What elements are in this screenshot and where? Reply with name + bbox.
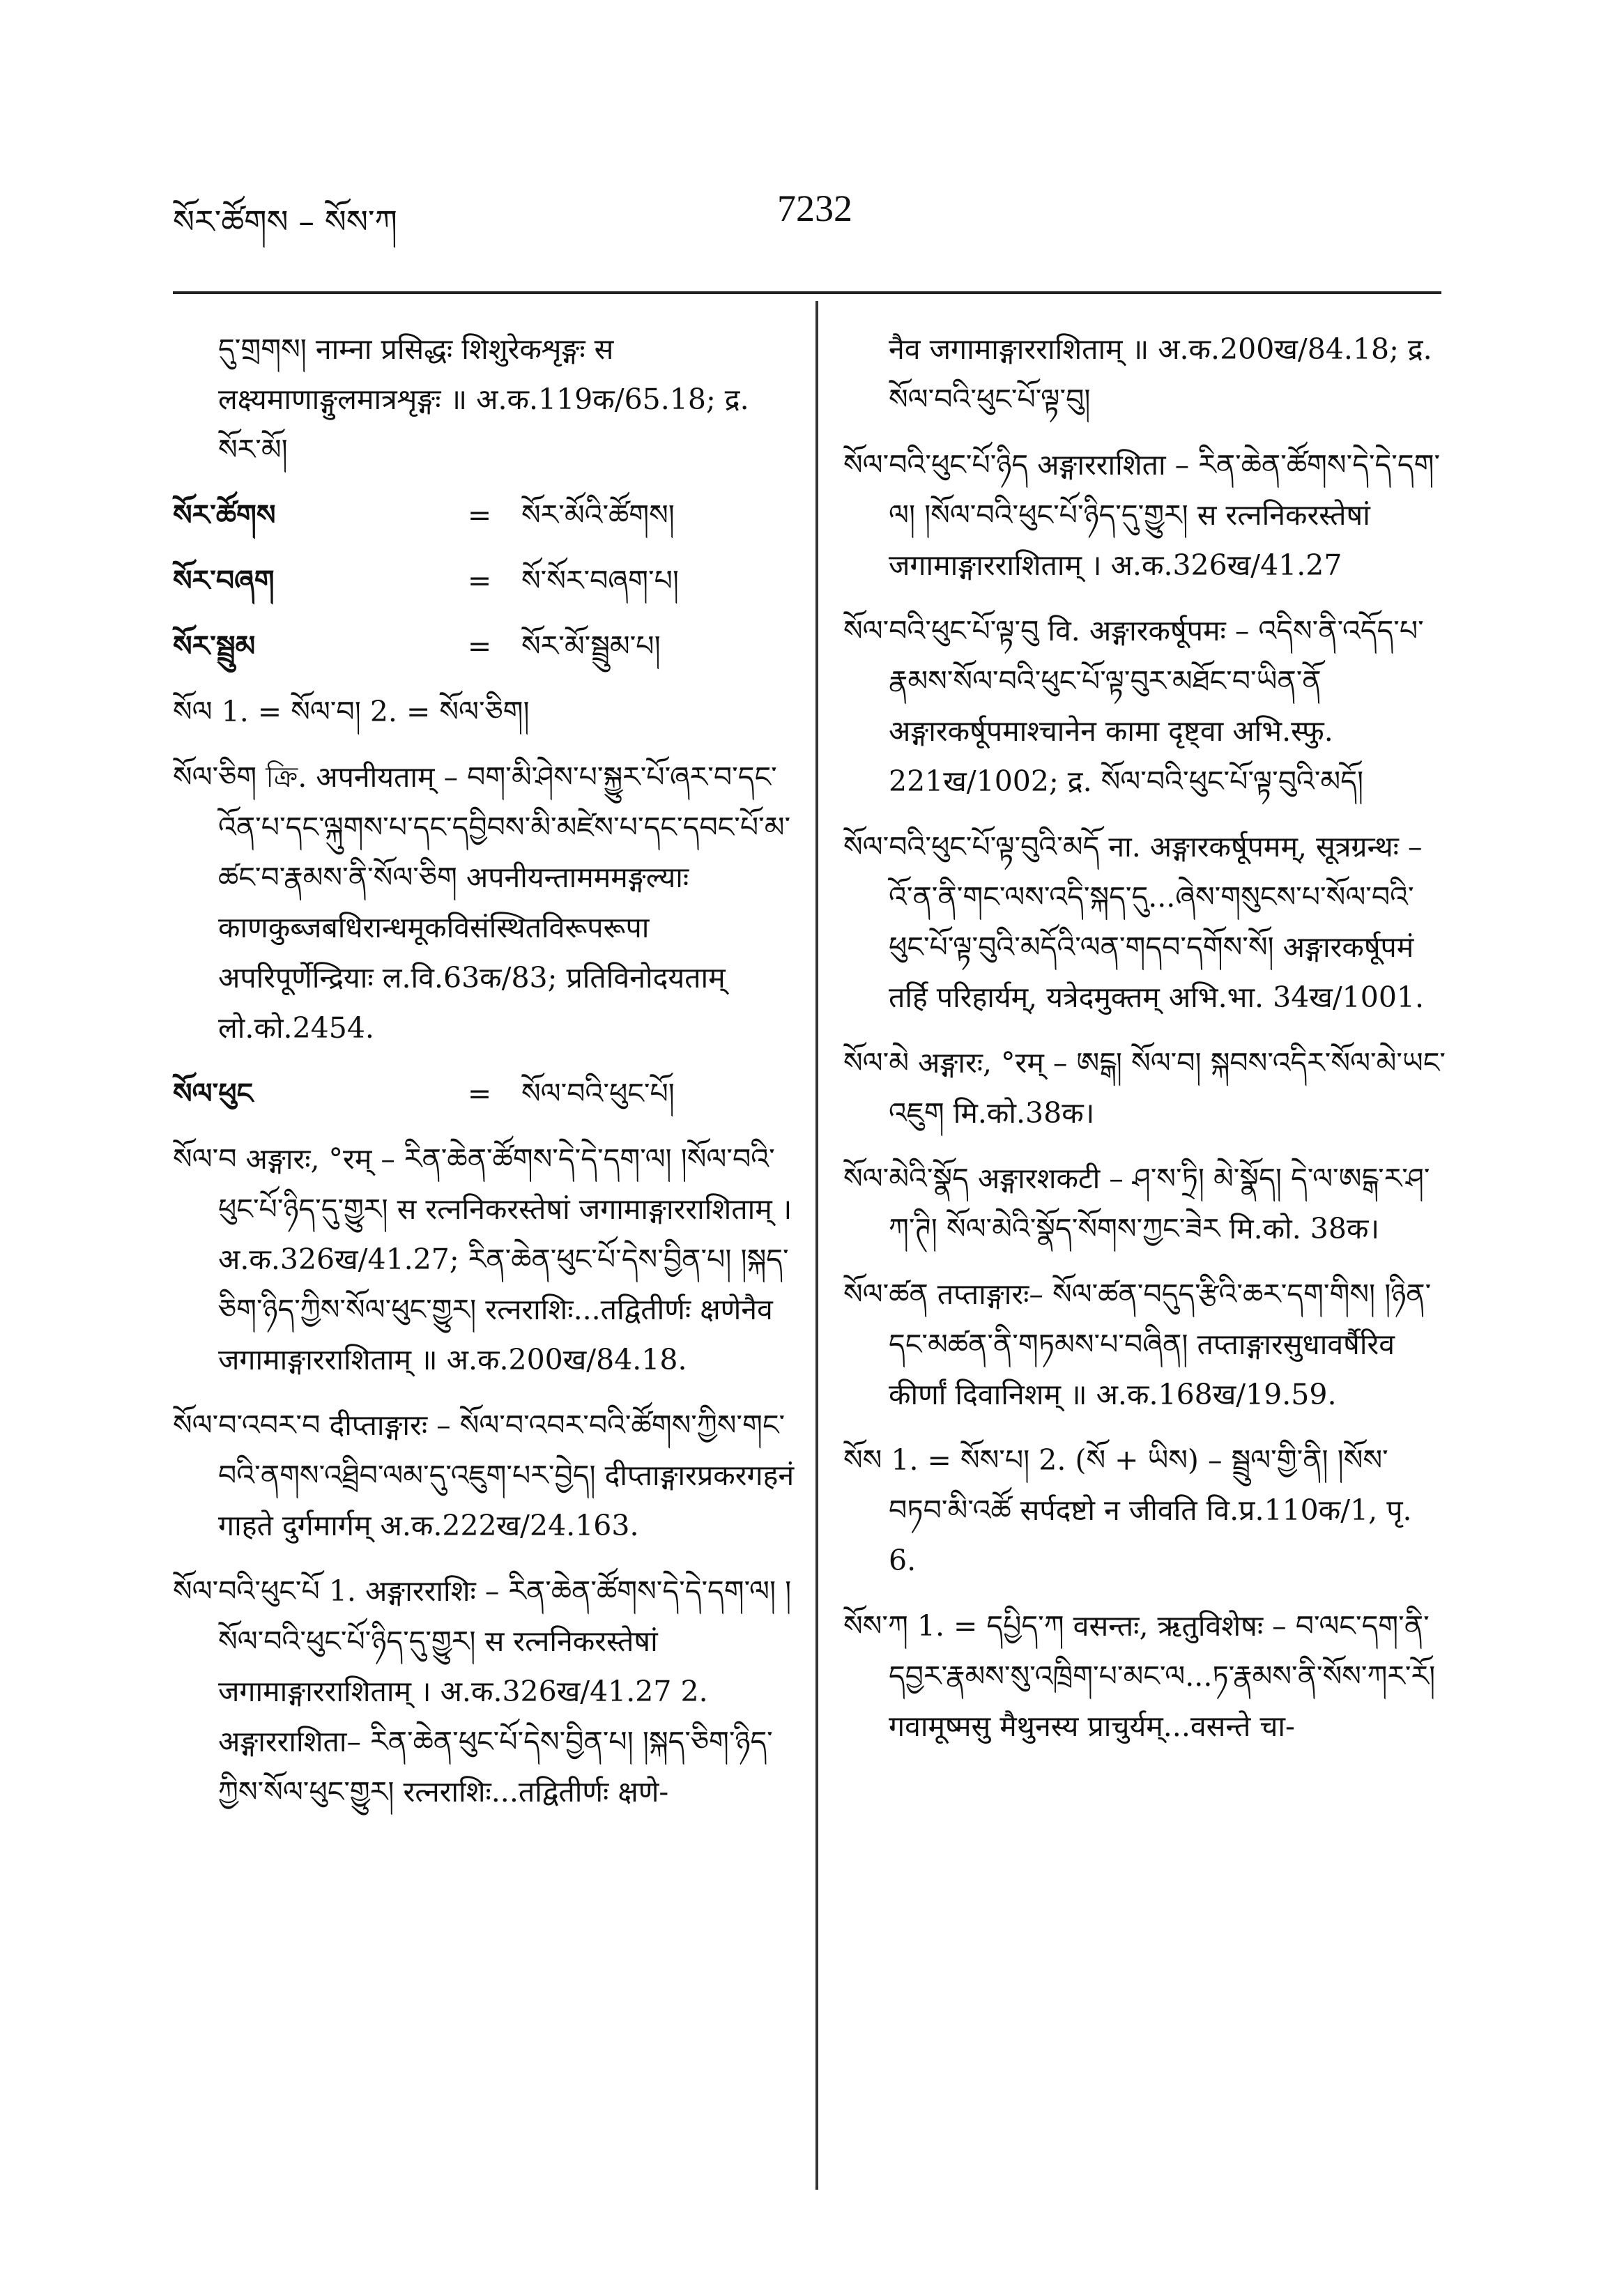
cross-ref-row	[173, 621, 797, 671]
equals-sign: =	[467, 564, 492, 597]
running-header: སོར་ཚོགས – སོས་ཀ	[173, 203, 397, 240]
dictionary-entry: སོས་ཀ 1. = དཔྱིད་ཀ वसन्तः, ऋतुविशेषः – བ་ལང་དག་ནི་དབྱར་རྣམས་སུ་འཁྲིག་པ་མང་ལ...ཏ་རྣམས་ནི་སོས་ཀར་རོ། गवामूष्मसु मैथुनस्य प्राचुर्यम्...वसन्ते चा-	[843, 1609, 1436, 1743]
header-rule	[173, 291, 1441, 294]
dictionary-entry: སོལ་བའི་ཕུང་པོ་ཉིད अङ्गारराशिता – རིན་ཆེན་ཚོགས་དེ་དེ་དག་ལ། །སོལ་བའི་ཕུང་པོ་ཉིད་དུ་གྱུར། स रत्ननिकरस्तेषां जगामाङ्गारराशिताम् । अ.क.326ख/41.27	[843, 448, 1441, 582]
cross-ref: སོར་མོའི་ཚོགས།	[521, 498, 675, 532]
headword: སོར་ཚོགས	[173, 498, 276, 532]
cross-ref: སོ་སོར་བཞག་པ།	[521, 564, 679, 597]
dictionary-entry: སོལ་བ་འབར་བ दीप्ताङ्गारः – སོལ་བ་འབར་བའི་ཚོགས་ཀྱིས་གང་བའི་ནགས་འཐྲིབ་ལམ་དུ་འཇུག་པར་བྱེད། दीप्ताङ्गारप्रकरगहनं गाहते दुर्गमार्गम् अ.क.222ख/24.163.	[173, 1408, 795, 1542]
dictionary-entry: སོལ 1. = སོལ་བ། 2. = སོལ་ཅིག།	[173, 695, 530, 728]
dictionary-entry: སོལ་མེ अङ्गारः, °रम् – ཨངྒ། སོལ་བ། སྐབས་འདིར་སོལ་མེ་ཡང་འཇུག मि.को.38क।	[843, 1046, 1446, 1130]
right-column	[843, 324, 1446, 1767]
dictionary-entry: སོལ་ཚན तप्ताङ्गारः– སོལ་ཚན་བདུད་རྩིའི་ཆར་དག་གིས། །ཉིན་དང་མཚན་ནི་གཏམས་པ་བཞིན། तप्ताङ्गारसुधावर्षैरिव कीर्णां दिवानिशम् ॥ अ.क.168ख/19.59.	[843, 1277, 1432, 1411]
headword: སོར་སྦྲུམ	[173, 629, 256, 663]
equals-sign: =	[467, 1077, 492, 1110]
cross-ref-row	[173, 1068, 797, 1119]
cross-ref-row	[173, 490, 797, 540]
dictionary-entry: སོལ་ཅིག ক্রি. अपनीयताम् – བག་མི་ཤེས་པ་སྐྱུར་པོ་ཞར་བ་དང་འོན་པ་དང་ལྐུགས་པ་དང་དབྱིབས་མི་མཛེས་པ་དང་དབང་པོ་མ་ཚང་བ་རྣམས་ནི་སོལ་ཅིག अपनीयन्तामममङ्गल्याः काणकुब्जबधिरान्धमूकविसंस्थितविरूपरूपा अपरिपूर्णेन्द्रियाः ल.वि.63क/83; प्रतिविनोदयताम् लो.को.2454.	[173, 760, 791, 1045]
entry-continuation: नैव जगामाङ्गारराशिताम् ॥ अ.क.200ख/84.18; द्र. སོལ་བའི་ཕུང་པོ་ལྟ་བུ།	[889, 332, 1432, 416]
headword: སོར་བཞག	[173, 564, 275, 597]
equals-sign: =	[467, 498, 492, 532]
left-column	[173, 324, 797, 1832]
dictionary-entry: སོལ་བའི་ཕུང་པོ་ལྟ་བུའི་མདོ ना. अङ्गारकर्षूपमम्, सूत्रग्रन्थः – འོ་ན་ནི་གང་ལས་འདི་སྐད་དུ...ཞེས་གསུངས་པ་སོལ་བའི་ཕུང་པོ་ལྟ་བུའི་མདོའི་ལན་གདབ་དགོས་སོ། अङ्गारकर्षूपमं तर्हि परिहार्यम्, यत्रेदमुक्तम् अभि.भा. 34ख/1001.	[843, 830, 1425, 1014]
entry-continuation: དུ་གྲགས། नाम्ना प्रसिद्धः शिशुरेकशृङ्गः स लक्ष्यमाणाङ्गुलमात्रशृङ्गः ॥ अ.क.119क/65.18; द्र. སོར་མོ།	[218, 332, 749, 466]
dictionary-entry: སོས 1. = སོས་པ། 2. (སོ + ཡིས) – སྦྲུལ་གྱི་ནི། །སོས་བཏབ་མི་འཚོ सर्पदष्टो न जीवति वि.प्र.110क/1, पृ. 6.	[843, 1443, 1412, 1577]
column-divider	[815, 301, 818, 2190]
dictionary-entry: སོལ་བ अङ्गारः, °रम् – རིན་ཆེན་ཚོགས་དེ་དེ་དག་ལ། །སོལ་བའི་ཕུང་པོ་ཉིད་དུ་གྱུར། स रत्ननिकरस्तेषां जगामाङ्गारराशिताम् । अ.क.326ख/41.27; རིན་ཆེན་ཕུང་པོ་དེས་བྱིན་པ། །སྐད་ཅིག་ཉིད་ཀྱིས་སོལ་ཕུང་གྱུར། रत्नराशिः...तद्वितीर्णः क्षणेनैव जगामाङ्गारराशिताम् ॥ अ.क.200ख/84.18.	[173, 1142, 792, 1376]
page-number: 7232	[777, 187, 852, 229]
cross-ref: སོར་མོ་སྦྲུམ་པ།	[521, 629, 661, 663]
headword: སོལ་ཕུང	[173, 1077, 254, 1110]
dictionary-entry: སོལ་བའི་ཕུང་པོ 1. अङ्गारराशिः – རིན་ཆེན་ཚོགས་དེ་དེ་དག་ལ། །སོལ་བའི་ཕུང་པོ་ཉིད་དུ་གྱུར། स रत्ननिकरस्तेषां जगामाङ्गारराशिताम् । अ.क.326ख/41.27 2. अङ्गारराशिता– རིན་ཆེན་ཕུང་པོ་དེས་བྱིན་པ། །སྐད་ཅིག་ཉིད་ཀྱིས་སོལ་ཕུང་གྱུར། रत्नराशिः...तद्वितीर्णः क्षणे-	[173, 1574, 792, 1809]
dictionary-entry: སོལ་བའི་ཕུང་པོ་ལྟ་བུ वि. अङ्गारकर्षूपमः – འདིས་ནི་འདོད་པ་རྣམས་སོལ་བའི་ཕུང་པོ་ལྟ་བུར་མཐོང་བ་ཡིན་ནོ अङ्गारकर्षूपमाश्चानेन कामा दृष्ट्वा अभि.स्फु. 221ख/1002; द्र. སོལ་བའི་ཕུང་པོ་ལྟ་བུའི་མདོ།	[843, 614, 1424, 798]
cross-ref-row	[173, 555, 797, 606]
equals-sign: =	[467, 629, 492, 663]
dictionary-entry: སོལ་མེའི་སྣོད अङ्गारशकटी – ཤ་ས་ཏྲི། མེ་སྣོད། དེ་ལ་ཨངྒ་ར་ཤ་ཀ་ཊི། སོལ་མེའི་སྣོད་སོགས་ཀྱང་ཟེར मि.को. 38क।	[843, 1162, 1430, 1245]
cross-ref: སོལ་བའི་ཕུང་པོ།	[521, 1077, 675, 1110]
